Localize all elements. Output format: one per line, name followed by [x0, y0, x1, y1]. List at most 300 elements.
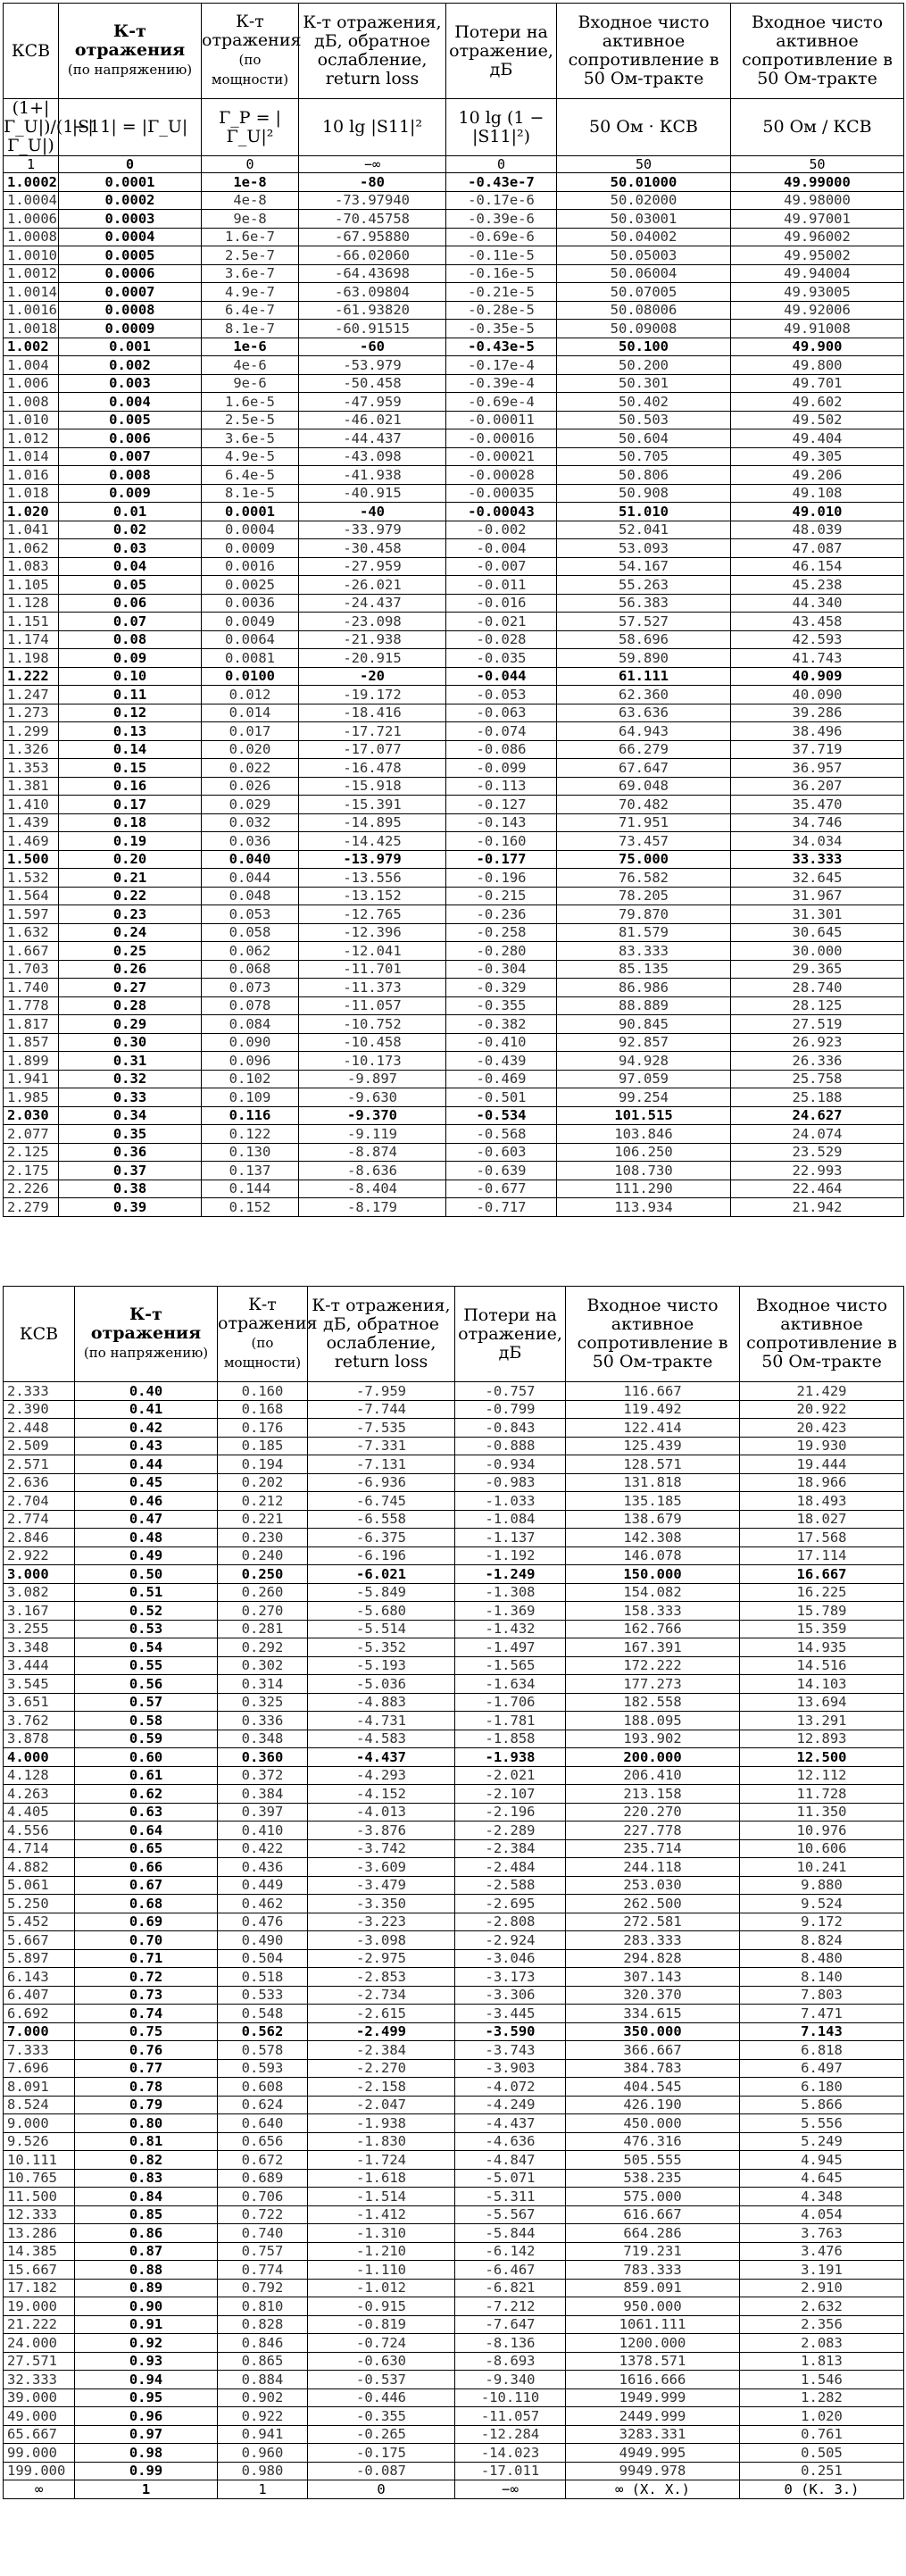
- table-cell: 86.986: [557, 979, 731, 997]
- table-cell: 188.095: [566, 1712, 740, 1730]
- table-cell: 25.188: [731, 1088, 904, 1107]
- table-cell: 193.902: [566, 1730, 740, 1748]
- table-cell: 154.082: [566, 1583, 740, 1602]
- table-cell: 42.593: [731, 630, 904, 649]
- table-cell: 2.125: [4, 1143, 59, 1162]
- table-cell: -4.883: [308, 1693, 455, 1712]
- table-2-container: [3, 1286, 903, 2499]
- table-cell: 0.02: [59, 521, 202, 539]
- table-cell: 0.462: [218, 1895, 308, 1913]
- table-cell: 1.247: [4, 686, 59, 704]
- table-cell: 36.957: [731, 759, 904, 778]
- table-cell: 3.000: [4, 1565, 75, 1584]
- table-row: [4, 320, 904, 338]
- table-cell: 9.000: [4, 2114, 75, 2133]
- table-cell: -3.223: [308, 1913, 455, 1931]
- table-cell: -0.11e-5: [446, 246, 557, 265]
- table-cell: 0.29: [59, 1015, 202, 1034]
- table-cell: -0.534: [446, 1106, 557, 1125]
- table-cell: 90.845: [557, 1015, 731, 1034]
- table-cell: 1.0012: [4, 264, 59, 283]
- table-cell: 1949.999: [566, 2388, 740, 2407]
- table-cell: -61.93820: [299, 301, 446, 320]
- table-cell: 0.761: [740, 2425, 904, 2444]
- table-row: [4, 649, 904, 668]
- table-cell: 1.532: [4, 869, 59, 888]
- table-cell: 49.404: [731, 429, 904, 448]
- table-cell: 3.444: [4, 1656, 75, 1675]
- table-cell: 7.471: [740, 2005, 904, 2023]
- table-cell: 0.040: [202, 850, 299, 869]
- table-cell: 0.10: [59, 667, 202, 686]
- table-cell: 50.01000: [557, 173, 731, 192]
- table-cell: -14.895: [299, 813, 446, 832]
- table-cell: 616.667: [566, 2205, 740, 2224]
- table-cell: 113.934: [557, 1198, 731, 1217]
- table-row: [4, 2169, 904, 2188]
- table-cell: 0.65: [75, 1839, 218, 1858]
- header-mismatch-loss: Потери на отражение, дБ: [446, 4, 557, 99]
- table-cell: 12.112: [740, 1766, 904, 1785]
- table-cell: 3283.331: [566, 2425, 740, 2444]
- table-cell: -14.023: [455, 2444, 566, 2463]
- table-cell: 0.22: [59, 887, 202, 905]
- table-cell: 4949.995: [566, 2444, 740, 2463]
- table-cell: 7.143: [740, 2022, 904, 2041]
- table-cell: -0.280: [446, 942, 557, 961]
- table-cell: -7.959: [308, 1382, 455, 1401]
- table-cell: -0.355: [308, 2407, 455, 2426]
- table-cell: 2.077: [4, 1125, 59, 1144]
- table-cell: 13.694: [740, 1693, 904, 1712]
- table-cell: 49.800: [731, 356, 904, 375]
- table-cell: 0.20: [59, 850, 202, 869]
- table-cell: 106.250: [557, 1143, 731, 1162]
- table-row: [4, 1033, 904, 1052]
- table-cell: -4.249: [455, 2096, 566, 2114]
- table-cell: -0.329: [446, 979, 557, 997]
- table-cell: 0.014: [202, 704, 299, 722]
- table-row: [4, 1492, 904, 1511]
- table-cell: 8.1e-5: [202, 484, 299, 503]
- table-cell: 5.556: [740, 2114, 904, 2133]
- table-cell: 8.824: [740, 1931, 904, 1950]
- table-cell: -0.501: [446, 1088, 557, 1107]
- table-cell: 56.383: [557, 594, 731, 613]
- table-cell: −∞: [455, 2480, 566, 2499]
- table-cell: -7.212: [455, 2297, 566, 2316]
- table-cell: 125.439: [566, 1437, 740, 1455]
- table-cell: 0.23: [59, 905, 202, 924]
- table-cell: 4.128: [4, 1766, 75, 1785]
- table-cell: 1: [218, 2480, 308, 2499]
- table-cell: 26.923: [731, 1033, 904, 1052]
- table-cell: 14.103: [740, 1675, 904, 1694]
- table-row: [4, 1400, 904, 1419]
- table-row: [4, 1675, 904, 1694]
- formula-s11: |S11| = |Γ_U|: [59, 99, 202, 156]
- table-cell: -8.636: [299, 1162, 446, 1180]
- table-cell: -1.310: [308, 2224, 455, 2243]
- table-cell: -10.110: [455, 2388, 566, 2407]
- table-cell: 0.007: [59, 447, 202, 466]
- formula-gamma-p: Γ_P = |Γ_U|²: [202, 99, 299, 156]
- table-cell: 505.555: [566, 2151, 740, 2170]
- table-cell: 32.645: [731, 869, 904, 888]
- table-row: [4, 2315, 904, 2334]
- table-cell: 22.993: [731, 1162, 904, 1180]
- table-cell: 0.073: [202, 979, 299, 997]
- table-cell: 0.13: [59, 722, 202, 741]
- table-row: [4, 2022, 904, 2041]
- table-cell: -0.69e-6: [446, 228, 557, 246]
- table-cell: -2.021: [455, 1766, 566, 1785]
- table-cell: 0.61: [75, 1766, 218, 1785]
- table-cell: -4.583: [308, 1730, 455, 1748]
- table-cell: -70.45758: [299, 210, 446, 229]
- table-cell: 0.008: [59, 466, 202, 485]
- table-cell: -2.734: [308, 1986, 455, 2005]
- table-cell: 3.476: [740, 2242, 904, 2261]
- table-cell: 0.18: [59, 813, 202, 832]
- table-cell: 859.091: [566, 2279, 740, 2297]
- table-cell: 49.97001: [731, 210, 904, 229]
- table-cell: 50.05003: [557, 246, 731, 265]
- table-cell: -3.742: [308, 1839, 455, 1858]
- table-cell: -0.007: [446, 557, 557, 576]
- table-cell: 0.03: [59, 539, 202, 558]
- table-cell: 2449.999: [566, 2407, 740, 2426]
- table-cell: 0.689: [218, 2169, 308, 2188]
- table-cell: 9.524: [740, 1895, 904, 1913]
- table-cell: 0.036: [202, 832, 299, 851]
- table-cell: 6.818: [740, 2041, 904, 2060]
- table-cell: -2.853: [308, 1968, 455, 1987]
- table-row: [4, 2151, 904, 2170]
- table-cell: -46.021: [299, 411, 446, 429]
- table-cell: 20.423: [740, 1419, 904, 1438]
- table-cell: -9.340: [455, 2371, 566, 2389]
- table-cell: 0.490: [218, 1931, 308, 1950]
- table-cell: 719.231: [566, 2242, 740, 2261]
- table-cell: -7.535: [308, 1419, 455, 1438]
- table-cell: 3.878: [4, 1730, 75, 1748]
- table-cell: 0.624: [218, 2096, 308, 2114]
- table-cell: 0.62: [75, 1785, 218, 1804]
- table-cell: 73.457: [557, 832, 731, 851]
- table-cell: 35.470: [731, 796, 904, 814]
- table-cell: 12.333: [4, 2205, 75, 2224]
- table-cell: 1378.571: [566, 2352, 740, 2371]
- table-cell: -14.425: [299, 832, 446, 851]
- table-cell: 14.935: [740, 1638, 904, 1657]
- table-cell: 1e-6: [202, 338, 299, 356]
- table-cell: -0.035: [446, 649, 557, 668]
- table-cell: 0.80: [75, 2114, 218, 2133]
- table-cell: 10.606: [740, 1839, 904, 1858]
- table-cell: 272.581: [566, 1913, 740, 1931]
- table-cell: -1.938: [308, 2114, 455, 2133]
- table-row: [4, 1876, 904, 1895]
- table-row: [4, 887, 904, 905]
- table-cell: 0: [202, 156, 299, 173]
- table-cell: 0.102: [202, 1070, 299, 1088]
- table-cell: -0.410: [446, 1033, 557, 1052]
- table-cell: 0.774: [218, 2261, 308, 2280]
- table-cell: -3.306: [455, 1986, 566, 2005]
- table-row: [4, 2261, 904, 2280]
- table-1-container: [3, 3, 903, 1217]
- table-cell: 0.078: [202, 996, 299, 1015]
- table-cell: 0.55: [75, 1656, 218, 1675]
- table-cell: -23.098: [299, 613, 446, 631]
- table-row: [4, 521, 904, 539]
- table-cell: -0.021: [446, 613, 557, 631]
- table-cell: 0.0007: [59, 283, 202, 302]
- table-cell: 0.30: [59, 1033, 202, 1052]
- table-cell: -12.041: [299, 942, 446, 961]
- table-cell: 227.778: [566, 1822, 740, 1840]
- table-cell: 6.407: [4, 1986, 75, 2005]
- table-cell: -0.43e-5: [446, 338, 557, 356]
- table-cell: -1.830: [308, 2132, 455, 2151]
- table-cell: -1.497: [455, 1638, 566, 1657]
- table-cell: 1.006: [4, 374, 59, 393]
- table-cell: 0.372: [218, 1766, 308, 1785]
- table-cell: -12.396: [299, 923, 446, 942]
- table-cell: 4.348: [740, 2188, 904, 2206]
- table-cell: 0.01: [59, 503, 202, 521]
- table-cell: 307.143: [566, 1968, 740, 1987]
- table-cell: 3.651: [4, 1693, 75, 1712]
- table-cell: 81.579: [557, 923, 731, 942]
- table-cell: 17.114: [740, 1546, 904, 1565]
- table-cell: 3.6e-7: [202, 264, 299, 283]
- formula-mismatch-loss: 10 lg (1 − |S11|²): [446, 99, 557, 156]
- table-cell: -0.16e-5: [446, 264, 557, 283]
- table-cell: 57.527: [557, 613, 731, 631]
- table-cell: 49.92006: [731, 301, 904, 320]
- table-cell: 18.493: [740, 1492, 904, 1511]
- table-cell: 0.449: [218, 1876, 308, 1895]
- table-cell: -1.565: [455, 1656, 566, 1675]
- header-return-loss: К-т отражения, дБ, обратное ослабление, return loss: [299, 4, 446, 99]
- table-cell: 1.0016: [4, 301, 59, 320]
- table-cell: 50.604: [557, 429, 731, 448]
- table-cell: 1.597: [4, 905, 59, 924]
- table-cell: 0.41: [75, 1400, 218, 1419]
- table-cell: 0.0036: [202, 594, 299, 613]
- table-cell: 0.0009: [59, 320, 202, 338]
- table-cell: 182.558: [566, 1693, 740, 1712]
- table-cell: 1.0004: [4, 191, 59, 210]
- table-cell: 1.012: [4, 429, 59, 448]
- table-cell: -0.196: [446, 869, 557, 888]
- table-cell: 0.194: [218, 1455, 308, 1474]
- table-row: [4, 1473, 904, 1492]
- table-row: [4, 1052, 904, 1071]
- table-cell: 71.951: [557, 813, 731, 832]
- table-row: [4, 1088, 904, 1107]
- table-cell: 0.11: [59, 686, 202, 704]
- table-cell: 4.945: [740, 2151, 904, 2170]
- table-cell: 0.44: [75, 1455, 218, 1474]
- table-cell: 0.33: [59, 1088, 202, 1107]
- table-row: [4, 869, 904, 888]
- table-cell: 8.524: [4, 2096, 75, 2114]
- table-cell: -5.036: [308, 1675, 455, 1694]
- table-cell: 9.526: [4, 2132, 75, 2151]
- table-cell: 0.436: [218, 1858, 308, 1877]
- table-cell: 0.221: [218, 1510, 308, 1529]
- table-cell: 0.68: [75, 1895, 218, 1913]
- header-reflection-voltage: К-т отражения (по напряжению): [59, 4, 202, 99]
- table-cell: 220.270: [566, 1803, 740, 1822]
- table-cell: 0.336: [218, 1712, 308, 1730]
- table-cell: -2.484: [455, 1858, 566, 1877]
- table-cell: -0.439: [446, 1052, 557, 1071]
- table-cell: 0.168: [218, 1400, 308, 1419]
- table-cell: 79.870: [557, 905, 731, 924]
- table-cell: -21.938: [299, 630, 446, 649]
- table-row: [4, 1822, 904, 1840]
- table-row: [4, 594, 904, 613]
- table-cell: 2.5e-5: [202, 411, 299, 429]
- table-cell: -2.196: [455, 1803, 566, 1822]
- table-cell: 0.0064: [202, 630, 299, 649]
- table-row: [4, 1620, 904, 1638]
- table-cell: 0.17: [59, 796, 202, 814]
- table-cell: -0.044: [446, 667, 557, 686]
- table-row: [4, 1015, 904, 1034]
- table-row: [4, 796, 904, 814]
- table-cell: 0.64: [75, 1822, 218, 1840]
- table-cell: 21.429: [740, 1382, 904, 1401]
- table-cell: 49.91008: [731, 320, 904, 338]
- table-cell: 49.000: [4, 2407, 75, 2426]
- table-cell: 0.096: [202, 1052, 299, 1071]
- table-cell: 54.167: [557, 557, 731, 576]
- table-cell: 1.0018: [4, 320, 59, 338]
- table-cell: 17.568: [740, 1529, 904, 1547]
- table-cell: 0.15: [59, 759, 202, 778]
- table-cell: 11.500: [4, 2188, 75, 2206]
- table-cell: -0.757: [455, 1382, 566, 1401]
- table-cell: 0.185: [218, 1437, 308, 1455]
- header-vswr: КСВ: [4, 1287, 75, 1382]
- table-cell: 0.60: [75, 1748, 218, 1767]
- table-cell: 2.448: [4, 1419, 75, 1438]
- table-cell: -3.173: [455, 1968, 566, 1987]
- table-row: [4, 2114, 904, 2133]
- table-cell: -60.91515: [299, 320, 446, 338]
- table-cell: 0.533: [218, 1986, 308, 2005]
- table-cell: 10.111: [4, 2151, 75, 2170]
- table-cell: 1061.111: [566, 2315, 740, 2334]
- table-cell: 32.333: [4, 2371, 75, 2389]
- table-cell: 1.703: [4, 960, 59, 979]
- table-cell: 283.333: [566, 1931, 740, 1950]
- table-cell: -8.179: [299, 1198, 446, 1217]
- table-cell: 0.001: [59, 338, 202, 356]
- table-cell: 49.94004: [731, 264, 904, 283]
- table-cell: -6.558: [308, 1510, 455, 1529]
- table-row: [4, 1162, 904, 1180]
- table-cell: 0.026: [202, 777, 299, 796]
- table-cell: 21.222: [4, 2315, 75, 2334]
- table-cell: 0.73: [75, 1986, 218, 2005]
- table-cell: 51.010: [557, 503, 731, 521]
- table-cell: 49.305: [731, 447, 904, 466]
- table-cell: -5.849: [308, 1583, 455, 1602]
- table-cell: 5.249: [740, 2132, 904, 2151]
- table-row: [4, 1455, 904, 1474]
- table-2-body: [4, 1382, 904, 2499]
- table-cell: 0.960: [218, 2444, 308, 2463]
- table-cell: 0.240: [218, 1546, 308, 1565]
- table-cell: 0.137: [202, 1162, 299, 1180]
- table-cell: 0.0008: [59, 301, 202, 320]
- table-cell: 0.47: [75, 1510, 218, 1529]
- table-cell: 0.42: [75, 1419, 218, 1438]
- table-cell: 1.105: [4, 576, 59, 595]
- table-cell: 1.299: [4, 722, 59, 741]
- table-cell: 9.880: [740, 1876, 904, 1895]
- table-cell: 0.090: [202, 1033, 299, 1052]
- table-cell: 0.19: [59, 832, 202, 851]
- formula-resistance-mul: 50 Ом · КСВ: [557, 99, 731, 156]
- header-mismatch-loss: Потери на отражение, дБ: [455, 1287, 566, 1382]
- table-cell: 16.667: [740, 1565, 904, 1584]
- table-cell: 0.810: [218, 2297, 308, 2316]
- table-cell: 1.002: [4, 338, 59, 356]
- table-cell: 1.813: [740, 2352, 904, 2371]
- table-cell: 0.0001: [59, 173, 202, 192]
- table-cell: -6.467: [455, 2261, 566, 2280]
- table-cell: 0.722: [218, 2205, 308, 2224]
- table-cell: 28.125: [731, 996, 904, 1015]
- table-cell: 0.640: [218, 2114, 308, 2133]
- table-cell: -47.959: [299, 393, 446, 412]
- table-cell: 34.034: [731, 832, 904, 851]
- table-cell: 538.235: [566, 2169, 740, 2188]
- table-cell: -4.437: [455, 2114, 566, 2133]
- table-cell: 45.238: [731, 576, 904, 595]
- table-cell: 8.1e-7: [202, 320, 299, 338]
- table-cell: 9e-8: [202, 210, 299, 229]
- table-cell: -1.938: [455, 1748, 566, 1767]
- table-cell: 0.90: [75, 2297, 218, 2316]
- table-cell: 41.743: [731, 649, 904, 668]
- table-cell: 1.667: [4, 942, 59, 961]
- table-cell: 4.9e-7: [202, 283, 299, 302]
- table-cell: -2.384: [308, 2041, 455, 2060]
- table-cell: -7.744: [308, 1400, 455, 1419]
- table-cell: 11.728: [740, 1785, 904, 1804]
- table-cell: 4.9e-5: [202, 447, 299, 466]
- table-cell: 0.06: [59, 594, 202, 613]
- table-cell: 49.99000: [731, 173, 904, 192]
- table-cell: -0.063: [446, 704, 557, 722]
- table-cell: 0.49: [75, 1546, 218, 1565]
- table-cell: 0.28: [59, 996, 202, 1015]
- table-row: [4, 2334, 904, 2353]
- table-row: [4, 466, 904, 485]
- table-cell: 0.0005: [59, 246, 202, 265]
- formula-return-loss: 10 lg |S11|²: [299, 99, 446, 156]
- table-cell: 0.020: [202, 740, 299, 759]
- header-vswr: КСВ: [4, 4, 59, 99]
